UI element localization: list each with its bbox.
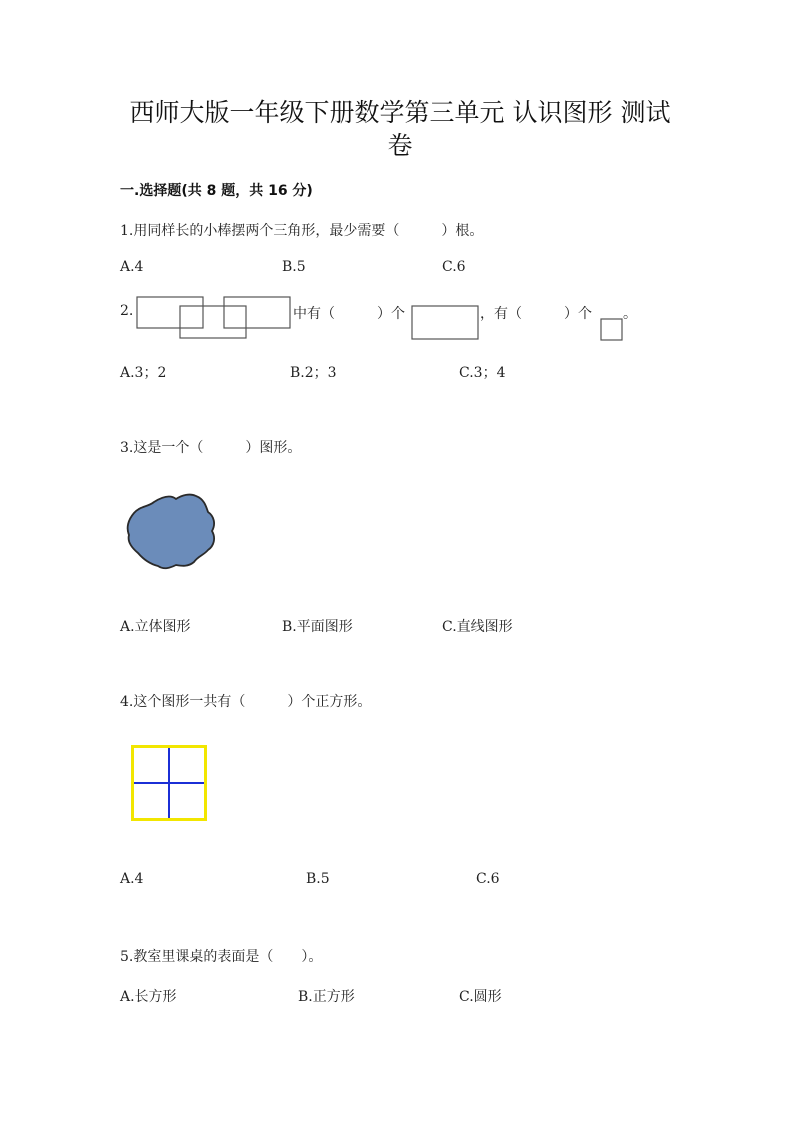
figure-rect-3 xyxy=(180,306,246,338)
question-2-option-c[interactable]: C.3；4 xyxy=(459,365,506,381)
figure-rect-2 xyxy=(224,297,290,328)
question-2-number: 2. xyxy=(120,303,134,319)
question-4-text: 4.这个图形一共有（ ）个正方形。 xyxy=(120,694,372,710)
question-2-rectangles-figure xyxy=(136,296,292,341)
section-heading: 一.选择题(共 8 题，共 16 分) xyxy=(120,183,313,199)
question-2-option-b[interactable]: B.2；3 xyxy=(290,365,337,381)
square-shape-icon xyxy=(600,318,624,342)
question-1-option-c[interactable]: C.6 xyxy=(442,259,466,275)
page-title-line-2: 卷 xyxy=(387,131,413,160)
question-2-end: 。 xyxy=(623,306,637,322)
irregular-blob-figure xyxy=(124,492,219,574)
question-5-option-c[interactable]: C.圆形 xyxy=(459,989,502,1005)
question-1-option-a[interactable]: A.4 xyxy=(120,259,144,275)
question-4-option-b[interactable]: B.5 xyxy=(306,871,330,887)
page-title-line-1: 西师大版一年级下册数学第三单元 认识图形 测试 xyxy=(129,98,671,127)
question-5-text: 5.教室里课桌的表面是（ ）。 xyxy=(120,949,323,965)
question-4-option-a[interactable]: A.4 xyxy=(120,871,144,887)
question-1-text: 1.用同样长的小棒摆两个三角形，最少需要（ ）根。 xyxy=(120,223,484,239)
question-3-text: 3.这是一个（ ）图形。 xyxy=(120,440,302,456)
question-2-option-a[interactable]: A.3；2 xyxy=(120,365,167,381)
question-1-option-b[interactable]: B.5 xyxy=(282,259,306,275)
question-3-option-b[interactable]: B.平面图形 xyxy=(282,619,353,635)
question-2-part-b: ，有（ ）个 xyxy=(480,306,592,322)
question-5-option-a[interactable]: A.长方形 xyxy=(120,989,177,1005)
question-3-option-c[interactable]: C.直线图形 xyxy=(442,619,513,635)
figure-rect-1 xyxy=(137,297,203,328)
rectangle-shape-icon xyxy=(411,305,479,341)
question-3-option-a[interactable]: A.立体图形 xyxy=(120,619,191,635)
question-5-option-b[interactable]: B.正方形 xyxy=(298,989,355,1005)
question-2-part-a: 中有（ ）个 xyxy=(293,306,405,322)
question-4-option-c[interactable]: C.6 xyxy=(476,871,500,887)
square-grid-figure xyxy=(131,745,207,822)
